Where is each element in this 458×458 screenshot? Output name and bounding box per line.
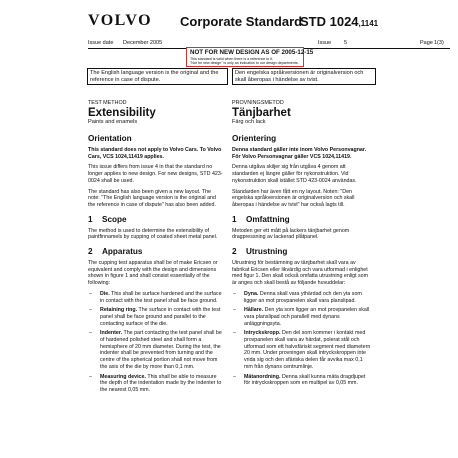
orientation-paragraph: This standard does not apply to Volvo Cars. To Volvo Cars, VCS 1024,11419 applies. <box>88 147 222 160</box>
swedish-column <box>232 100 372 390</box>
not-for-new-design-notice <box>186 47 314 67</box>
list-item <box>89 373 224 394</box>
scope-heading <box>232 215 372 225</box>
issue-number: 5 <box>344 40 348 46</box>
dash-bullet: – <box>233 373 236 380</box>
standard-number <box>300 14 378 29</box>
list-text: Den yta som ligger an mot provpanelen skall vara planslipad och parallell med dynans anläggningsyta. <box>244 307 370 327</box>
test-method-label: PROVNINGSMETOD <box>232 100 284 106</box>
page-header <box>88 10 448 34</box>
section-title: Apparatus <box>102 247 143 257</box>
list-item <box>89 307 224 327</box>
list-term: Intryckskropp. <box>244 330 281 337</box>
english-language-note: The English language version is the original and the reference in case of dispute. <box>87 68 228 85</box>
list-term: Mätanordning. <box>244 373 281 380</box>
list-item <box>233 307 372 327</box>
orientation-paragraph: Denna utgåva skiljer sig från utgåva 4 genom att standarden ej längre gäller för nykonstruktion. Vid nykonstruktion skall istället STD 423-0024 användas. <box>232 164 357 184</box>
apparatus-heading <box>88 247 224 257</box>
notice-line-2: "Not for new design" is only an indication to our design departments. <box>190 60 299 65</box>
issue-label: Issue <box>318 40 332 46</box>
section-title: Utrustning <box>246 247 288 257</box>
list-term: Retaining ring. <box>100 307 138 314</box>
orientation-paragraph: Standarden har även fått en ny layout. Noten: "Den engelska språkversionen är originalversion och skall åberopas i händelse av tvist" har också lagts till. <box>232 188 355 208</box>
swedish-language-note: Den engelska språkversionen är originalversion och skall åberopas i händelse av tvist. <box>232 68 376 85</box>
list-text: This shall be able to measure the depth of the indentation made by the indenter to the nearest 0,05 mm. <box>100 373 222 393</box>
section-title: Omfattning <box>246 214 290 224</box>
document-subtitle: Paints and enamels <box>88 119 138 125</box>
section-number: 2 <box>88 247 93 257</box>
list-term: Hållare. <box>244 307 264 314</box>
page-label: Page <box>420 40 433 46</box>
section-number: 1 <box>88 214 93 224</box>
dash-bullet: – <box>233 307 236 314</box>
orientation-paragraph: The standard has also been given a new layout. The note: "The English language version is the original and the reference in case of dispute" has also been added. <box>88 188 216 208</box>
standard-number-main: STD 1024 <box>300 14 359 29</box>
list-item <box>89 330 224 370</box>
scope-paragraph: Metoden ger ett mått på lackers tänjbarhet genom dragpressning av lackerad plåtpanel. <box>232 227 350 241</box>
orientation-paragraph: This issue differs from issue 4 in that the standard no longer applies to new design. For new designs, STD 423-0024 shall be used. <box>88 164 223 184</box>
section-title: Scope <box>102 214 127 224</box>
list-item <box>233 330 372 370</box>
dash-bullet: – <box>89 330 92 337</box>
orientation-heading: Orientering <box>232 134 277 143</box>
list-text: Denna skall vara ythärdad och den yta som ligger an mot provpanelen skall vara planslipad. <box>244 290 362 304</box>
scope-paragraph: The method is used to determine the extensibility of paintfinnamels by cupping of coated sheet metal panel. <box>88 227 218 241</box>
english-column <box>88 100 224 397</box>
standard-number-sub: ,1141 <box>358 19 379 28</box>
list-text: The surface in contact with the test panel shall be face ground and parallel to the contacting surface of the die. <box>100 307 221 327</box>
document-title: Extensibility <box>88 107 156 119</box>
section-number: 1 <box>232 214 237 224</box>
orientation-paragraph: Denna standard gäller inte inom Volvo Personvagnar. För Volvo Personvagnar gäller VCS 1024,11419. <box>232 147 367 160</box>
dash-bullet: – <box>89 373 92 380</box>
test-method-label: TEST METHOD <box>88 100 127 106</box>
dash-bullet: – <box>89 307 92 314</box>
dash-bullet: – <box>233 290 236 297</box>
issue-date: December 2005 <box>123 40 163 46</box>
apparatus-paragraph: The cupping test apparatus shall be of make Ericsen or equivalent and comply with the design and dimensions shown in figure 1 and shall consist essentially of the following: <box>88 260 218 287</box>
document-title: Tänjbarhet <box>232 107 291 119</box>
orientation-heading: Orientation <box>88 134 132 143</box>
list-term: Indenter. <box>100 330 123 337</box>
list-term: Die. <box>100 290 110 297</box>
dash-bullet: – <box>89 290 92 297</box>
scope-heading <box>88 215 224 225</box>
apparatus-paragraph: Utrustning för bestämning av tänjbarhet skall vara av fabrikat Ericsen eller likvärdig och vara utformad i enlighet med figur 1. Den skall också omfatta utrustning enligt som är anges och skall bestå av följande huvuddelar: <box>232 260 369 287</box>
list-item <box>233 290 372 304</box>
dash-bullet: – <box>233 330 236 337</box>
document-subtitle: Färg och lack <box>232 119 266 125</box>
list-text: Denna skall kunna mäta dragdjupet för intryckskroppen som en multipel av 0,05 mm. <box>244 373 366 387</box>
volvo-logo: VOLVO <box>88 12 153 29</box>
corporate-standard-label: Corporate Standard <box>180 14 303 29</box>
list-term: Measuring device. <box>100 373 146 380</box>
apparatus-heading <box>232 247 372 257</box>
section-number: 2 <box>232 247 237 257</box>
notice-title: NOT FOR NEW DESIGN AS OF 2005-12-15 <box>190 49 314 56</box>
list-text: The part contacting the test panel shall be of hardened polished steel and shall form a hemisphere of 20 mm diameter. During the test, the indenter shall be prevented from turning and the centre of the spherical portion shall not move from the axis of the die by more than 0,1 mm. <box>100 330 222 370</box>
page-number: 1(3) <box>434 40 444 46</box>
list-text: This shall be surface hardened and the surface in contact with the test panel shall be face ground. <box>100 290 222 304</box>
list-item <box>89 290 224 304</box>
notice-line-1: This standard is valid when there is a reference to it. <box>190 56 274 61</box>
list-text: Den del som kommer i kontakt med provpanelen skall vara av härdat, polerat stål och utformad som ett halvsfäriskt segment med diametern 20 mm. Under provningen skall intryckskroppen inte vrida sig och den sfäriska delen får avvika max 0,1 mm från dynans centrumlinje. <box>244 330 371 370</box>
issue-date-label: Issue date <box>88 40 114 46</box>
list-term: Dyna. <box>244 290 259 297</box>
list-item <box>233 373 372 387</box>
